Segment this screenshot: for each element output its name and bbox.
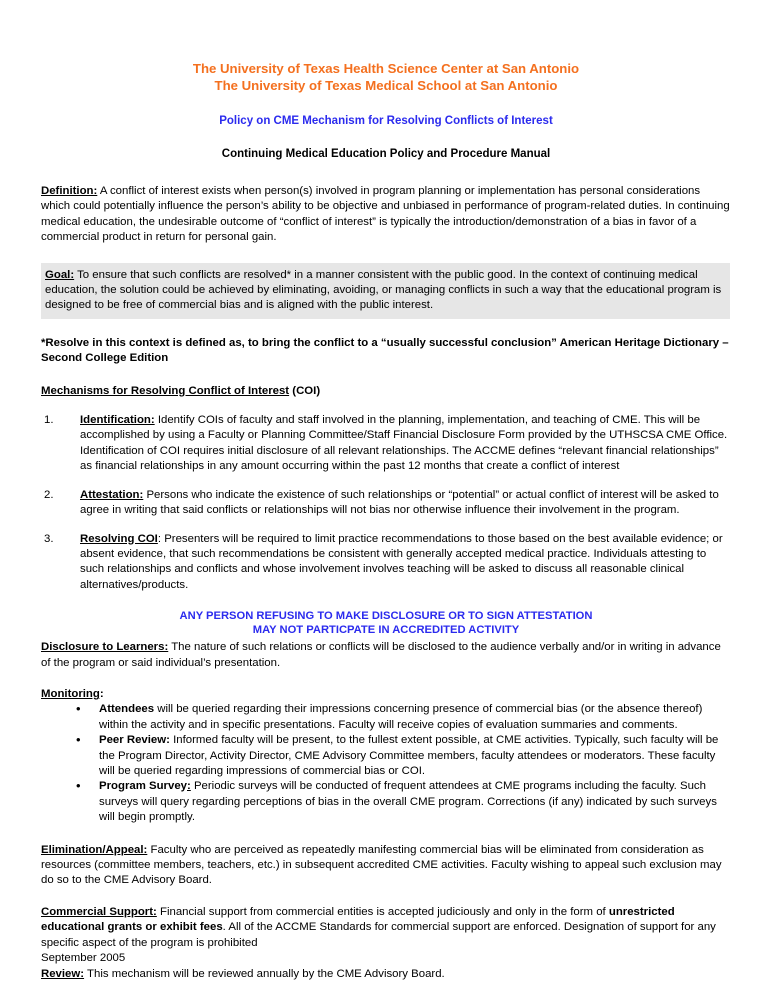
commercial-support-label: Commercial Support:: [41, 905, 157, 918]
bullet-icon: •: [76, 732, 81, 748]
list-item-text: will be queried regarding their impressions concerning presence of commercial bias (or the absence thereof) within the activity and in specific presentations. Faculty will receive copies of evaluation summaries and comments.: [99, 703, 703, 731]
list-item: [41, 733, 731, 779]
list-item-label-suffix: :: [187, 780, 191, 793]
list-item-text: Identify COIs of faculty and staff involved in the planning, implementation, and teaching of CME. This will be accomplished by using a Faculty or Planning Committee/Staff Financial Disclosure Form provided by the UTHSCSA CME Office. Identification of COI requires initial disclosure of all relevant relationships. The ACCME defines “relevant financial relationships” as financial relationships in any amount occurring within the past 12 months that create a conflict of interest: [80, 414, 728, 473]
list-item: [41, 488, 731, 519]
organization-header: [41, 0, 731, 94]
list-item-label: Attendees: [99, 703, 155, 716]
list-item-text: : Presenters will be required to limit practice recommendations to those based on the best available evidence; or absent evidence, that such recommendations be consistent with generally accepted medical practice. Individuals attesting to such relationships and conflicts and whose involvement involves teaching will be asked to discuss all reasonable clinical alternatives/products.: [80, 532, 723, 591]
list-item-label: Resolving COI: [80, 532, 158, 545]
list-item: [41, 702, 731, 733]
commercial-support-bold-phrase: unrestricted educational grants or exhibit fees: [41, 905, 675, 934]
list-item-number: 3.: [44, 532, 54, 545]
refusal-notice-line-1: ANY PERSON REFUSING TO MAKE DISCLOSURE OR TO SIGN ATTESTATION: [179, 610, 593, 623]
list-item-text: Periodic surveys will be conducted of frequent attendees at CME programs including the faculty. Such surveys will query regarding perceptions of bias in the overall CME program. Corrections (if any) indicated by such surveys will begin promptly.: [99, 780, 717, 824]
disclosure-label: Disclosure to Learners:: [41, 641, 169, 654]
goal-paragraph: [45, 268, 726, 314]
list-item-number: 1.: [44, 414, 54, 427]
resolve-definition-note: *Resolve in this context is defined as, to bring the conflict to a “usually successful conclusion” American Heritage Dictionary – Second College Edition: [41, 336, 729, 365]
definition-paragraph: [41, 162, 731, 246]
footer-date: September 2005: [41, 952, 126, 964]
commercial-support-text-2: . All of the ACCME Standards for commercial support are enforced. Designation of support for any specific aspect of the program is prohibited: [41, 921, 716, 949]
review-label: Review:: [41, 968, 85, 981]
monitoring-list: [41, 702, 731, 825]
commercial-support-paragraph: [41, 889, 731, 951]
list-item-label: Program Survey: [99, 780, 187, 793]
list-item-label: Attestation:: [80, 488, 144, 501]
organization-line-2: The University of Texas Medical School at San Antonio: [214, 78, 558, 93]
mechanisms-heading: [41, 367, 731, 399]
mechanisms-list: [41, 399, 731, 593]
definition-label: Definition:: [41, 185, 98, 197]
disclosure-text: The nature of such relations or conflicts will be disclosed to the audience verbally and/or in writing in advance of the program or said individual’s presentation.: [41, 641, 721, 669]
list-item: [41, 779, 731, 825]
review-text: This mechanism will be reviewed annually by the CME Advisory Board.: [84, 968, 445, 981]
list-item-label: Peer Review:: [99, 734, 170, 747]
goal-label: Goal:: [45, 268, 75, 281]
bullet-icon: •: [76, 778, 81, 794]
goal-callout-box: [41, 263, 730, 319]
refusal-notice-line-2: MAY NOT PARTICPATE IN ACCREDITED ACTIVITY: [252, 623, 520, 636]
monitoring-heading: [41, 671, 731, 702]
disclosure-paragraph: [41, 637, 731, 671]
list-item-number: 2.: [44, 488, 54, 501]
commercial-support-text-1: Financial support from commercial entities is accepted judiciously and only in the form of: [156, 905, 609, 918]
mechanisms-heading-underlined: Mechanisms for Resolving Conflict of Interest: [41, 384, 290, 397]
organization-line-1: The University of Texas Health Science Center at San Antonio: [192, 61, 580, 76]
elimination-label: Elimination/Appeal:: [41, 843, 148, 856]
goal-text: To ensure that such conflicts are resolved* in a manner consistent with the public good. In the context of continuing medical education, the solution could be achieved by eliminating, avoiding, or managing conflicts in such a way that the educational program is designed to be free of commercial bias and is aligned with the public interest.: [45, 268, 722, 312]
elimination-text: Faculty who are perceived as repeatedly manifesting commercial bias will be eliminated from consideration as resources (committee members, teachers, etc.) in subsequent accredited CME activities. Faculty wishing to appeal such exclusion may do so to the CME Advisory Board.: [41, 843, 722, 887]
mechanisms-heading-suffix: (COI): [289, 384, 321, 397]
list-item-label: Identification:: [80, 414, 155, 427]
manual-subtitle: Continuing Medical Education Policy and Procedure Manual: [221, 148, 551, 160]
definition-text: A conflict of interest exists when person(s) involved in program planning or implementation has personal considerations which could potentially influence the person’s ability to be objective and unbiased in performance of program-related duties. In continuing medical education, the undesirable outcome of “conflict of interest” is typically the introduction/demonstration of a bias in favor of a commercial product in return for personal gain.: [41, 185, 730, 244]
page-title: Policy on CME Mechanism for Resolving Conflicts of Interest: [219, 115, 553, 127]
list-item-text: Persons who indicate the existence of such relationships or “potential” or actual conflict of interest will be asked to agree in writing that said conflicts or relationships will not bias nor otherwise influence their involvement in the program.: [80, 488, 719, 517]
list-item: [41, 532, 731, 594]
document-content: [41, 0, 731, 982]
list-item: [41, 413, 731, 475]
list-item-text: Informed faculty will be present, to the fullest extent possible, at CME activities. Typically, such faculty will be the Program Director, Activity Director, CME Advisory Committee members, faculty attendees or moderators. These faculty will be queried regarding impressions of commercial bias or COI.: [99, 734, 719, 777]
bullet-icon: •: [76, 701, 81, 717]
elimination-paragraph: [41, 826, 731, 889]
review-paragraph: [41, 951, 731, 982]
monitoring-label: Monitoring: [41, 687, 100, 700]
monitoring-label-suffix: :: [99, 687, 104, 700]
